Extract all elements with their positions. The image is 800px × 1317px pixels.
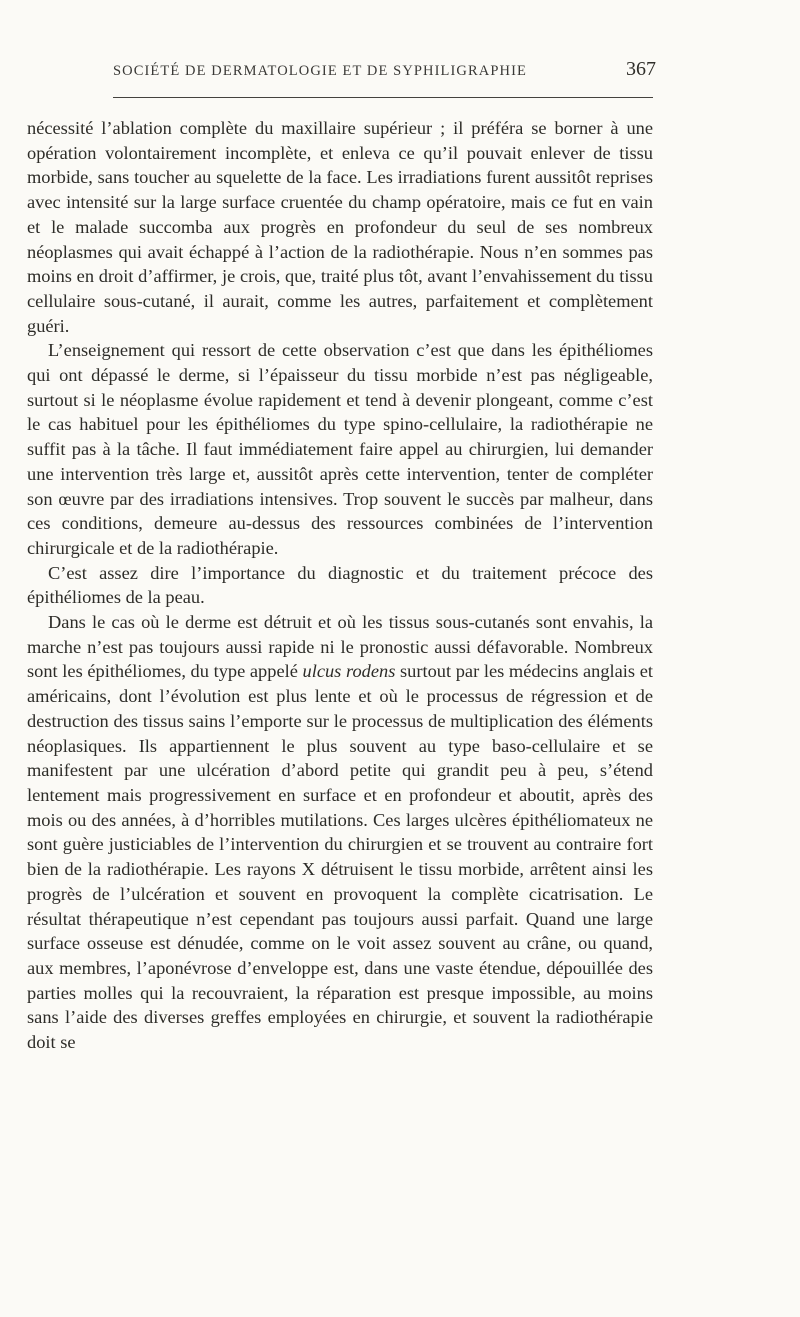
page-number: 367: [626, 58, 656, 80]
paragraph-4: [27, 610, 653, 1055]
paragraph-4-text-after: surtout par les médecins anglais et américains, dont l’évolution est plus lente et où le processus de régression et de destruction des tissus sains l’emporte sur le processus de multiplication des éléments néoplasiques. Ils appartiennent le plus souvent au type baso-cellulaire et se manifestent par une ulcération d’abord petite qui grandit peu à peu, s’étend lentement mais progressivement en surface et en profondeur et aboutit, après des mois ou des années, à d’horribles mutilations. Ces larges ulcères épithéliomateux ne sont guère justiciables de l’intervention du chirurgien et se trouvent au contraire fort bien de la radiothérapie. Les rayons X détruisent le tissu morbide, arrêtent ainsi les progrès de l’ulcération et souvent en provoquent la complète cicatrisation. Le résultat thérapeutique n’est cependant pas toujours aussi parfait. Quand une large surface osseuse est dénudée, comme on le voit assez souvent au crâne, ou quand, aux membres, l’aponévrose d’enveloppe est, dans une vaste étendue, dépouillée des parties molles qui la recouvraient, la réparation est presque impossible, au moins sans l’aide des diverses greffes employées en chirurgie, et souvent la radiothérapie doit se: [27, 661, 653, 1053]
latin-term: ulcus rodens: [302, 661, 396, 682]
header-rule: [113, 97, 653, 98]
paragraph-4-text-before: Dans le cas où le derme est détruit et où les tissus sous-cutanés sont envahis, la marche n’est pas toujours aussi rapide ni le pronostic aussi défavorable. Nombreux sont les épithéliomes, du type appelé: [27, 612, 653, 682]
paragraph-1: nécessité l’ablation complète du maxillaire supérieur ; il préféra se borner à une opération volontairement incomplète, et enleva ce qu’il pouvait enlever de tissu morbide, sans toucher au squelette de la face. Les irradiations furent aussitôt reprises avec intensité sur la large surface cruentée du champ opératoire, mais ce fut en vain et le malade succomba aux progrès en profondeur du seul de ses nombreux néoplasmes qui avait échappé à l’action de la radiothérapie. Nous n’en sommes pas moins en droit d’affirmer, je crois, que, traité plus tôt, avant l’envahissement du tissu cellulaire sous-cutané, il aurait, comme les autres, parfaitement et complètement guéri.: [27, 118, 653, 336]
paragraph-2: L’enseignement qui ressort de cette observation c’est que dans les épithéliomes qui ont dépassé le derme, si l’épaisseur du tissu morbide n’est pas négligeable, surtout si le néoplasme évolue rapidement et tend à devenir plongeant, comme c’est le cas habituel pour les épithéliomes du type spino-cellulaire, la radiothérapie ne suffit pas à la tâche. Il faut immédiatement faire appel au chirurgien, lui demander une intervention très large et, aussitôt après cette intervention, tenter de compléter son œuvre par des irradiations intensives. Trop souvent le succès par malheur, dans ces conditions, demeure au-dessus des ressources combinées de l’intervention chirurgicale et de la radiothérapie.: [27, 340, 653, 558]
paragraph-3: C’est assez dire l’importance du diagnostic et du traitement précoce des épithéliomes de la peau.: [27, 562, 653, 608]
running-title: SOCIÉTÉ DE DERMATOLOGIE ET DE SYPHILIGRAPHIE: [113, 63, 527, 79]
body-text: [27, 116, 653, 1055]
page-header: [113, 58, 656, 88]
